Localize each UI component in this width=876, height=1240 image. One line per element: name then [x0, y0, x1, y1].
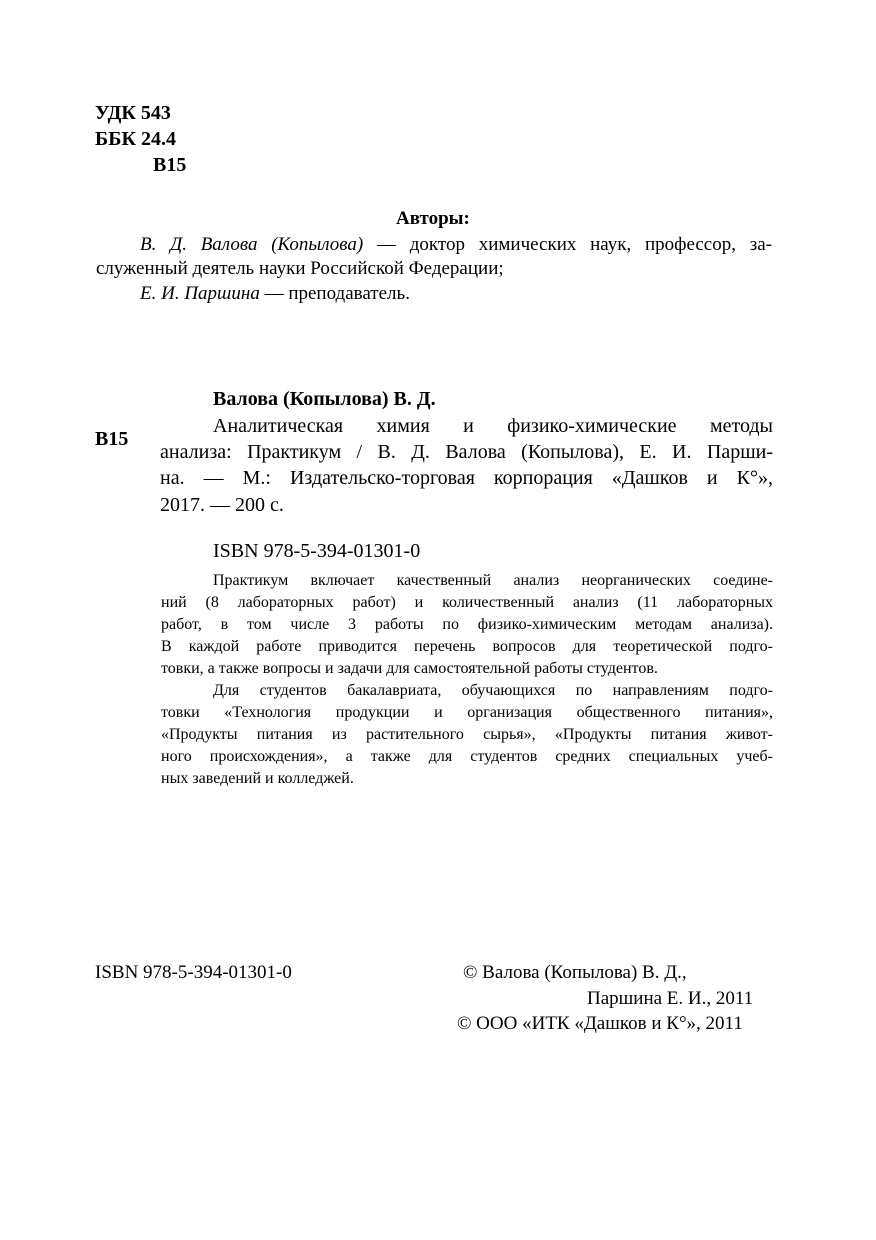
annotation-line: товки, а также вопросы и задачи для самостоятельной работы студентов.: [161, 660, 658, 677]
author1-name: В. Д. Валова (Копылова): [140, 234, 364, 255]
entry-description-line: анализа: Практикум / В. Д. Валова (Копылова), Е. И. Парши-: [160, 441, 773, 463]
authors-heading: Авторы:: [396, 208, 470, 229]
author-sign-code: В15: [153, 154, 187, 176]
author2-name: Е. И. Паршина: [140, 283, 260, 304]
copyright-line: Паршина Е. И., 2011: [587, 988, 754, 1009]
author1-description-continued: служенный деятель науки Российской Федерации;: [96, 258, 504, 279]
author2-description: — преподаватель.: [259, 283, 410, 304]
author1-description: — доктор химических наук, профессор, за-: [363, 234, 772, 255]
annotation-line: товки «Технология продукции и организация общественного питания»,: [161, 704, 773, 721]
annotation-line: работ, в том числе 3 работы по физико-химическим методам анализа).: [161, 616, 773, 633]
entry-description-line: на. — М.: Издательско-торговая корпорация «Дашков и К°»,: [160, 467, 773, 489]
bbk-code: ББК 24.4: [95, 128, 176, 150]
annotation-line: Для студентов бакалавриата, обучающихся по направлениям подго-: [213, 682, 773, 699]
annotation-line: В каждой работе приводится перечень вопросов для теоретической подго-: [161, 638, 773, 655]
annotation-line: ных заведений и колледжей.: [161, 770, 354, 787]
udk-code: УДК 543: [95, 102, 171, 124]
annotation-line: Практикум включает качественный анализ неорганических соедине-: [213, 572, 773, 589]
copyright-line: © ООО «ИТК «Дашков и К°», 2011: [457, 1013, 743, 1034]
classification-block: [95, 100, 186, 178]
author1-line: [140, 234, 772, 256]
author2-line: [140, 283, 410, 305]
footer-isbn: ISBN 978-5-394-01301-0: [95, 962, 292, 983]
annotation-line: ного происхождения», а также для студентов средних специальных учеб-: [161, 748, 773, 765]
copyright-line: © Валова (Копылова) В. Д.,: [463, 962, 687, 983]
annotation-line: «Продукты питания из растительного сырья», «Продукты питания живот-: [161, 726, 773, 743]
entry-code: В15: [95, 428, 129, 450]
entry-author: Валова (Копылова) В. Д.: [213, 388, 436, 410]
isbn: ISBN 978-5-394-01301-0: [213, 540, 421, 562]
entry-description-line: 2017. — 200 с.: [160, 494, 284, 516]
entry-description-line: Аналитическая химия и физико-химические методы: [213, 415, 773, 437]
annotation-line: ний (8 лабораторных работ) и количественный анализ (11 лабораторных: [161, 594, 773, 611]
